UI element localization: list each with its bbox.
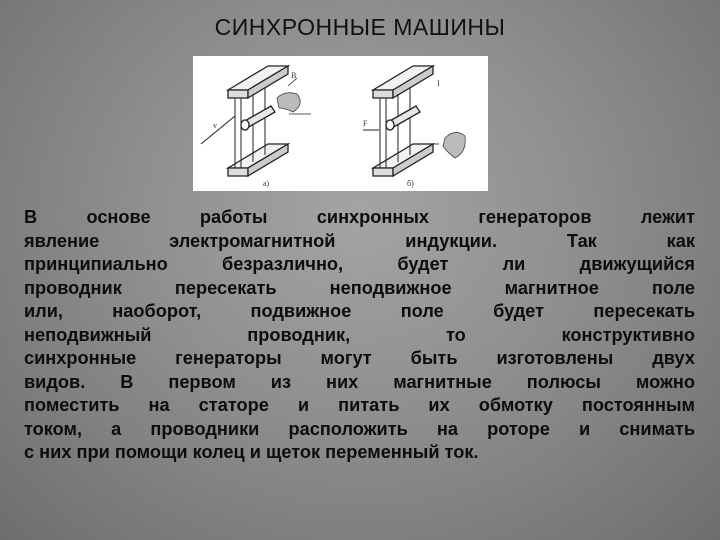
diagram-a-vector-B: B bbox=[291, 71, 297, 80]
body-text bbox=[24, 206, 695, 465]
generator-diagram bbox=[193, 56, 488, 191]
text-line: проводник пересекать неподвижное магнитное поле bbox=[24, 277, 695, 298]
diagram-b-conductor bbox=[386, 106, 420, 130]
diagram-b-top-pole bbox=[373, 66, 433, 98]
diagram-b-label: б) bbox=[407, 179, 414, 188]
text-line: принципиально безразлично, будет ли движущийся bbox=[24, 254, 695, 274]
text-line: или, наоборот, подвижное поле будет пересекать bbox=[24, 301, 695, 321]
diagram-a-top-pole bbox=[228, 66, 288, 98]
diagram-a-motion-arrow bbox=[201, 116, 235, 144]
diagram-b-bottom-pole bbox=[373, 144, 433, 176]
slide-title: СИНХРОННЫЕ МАШИНЫ bbox=[214, 14, 506, 40]
diagram-b-vector-I: I bbox=[437, 79, 440, 88]
diagram-a-label: а) bbox=[263, 179, 270, 188]
text-line: видов. В первом из них магнитные полюсы можно bbox=[24, 371, 695, 392]
diagram-a-hand bbox=[277, 93, 300, 112]
text-line: синхронные генераторы могут быть изготовлены двух bbox=[24, 348, 695, 368]
diagram-b-hand bbox=[443, 132, 465, 158]
text-line: током, а проводники расположить на роторе и снимать bbox=[24, 418, 695, 439]
text-line: явление электромагнитной индукции. Так как bbox=[24, 230, 695, 251]
text-line: с них при помощи колец и щеток переменный ток. bbox=[24, 442, 479, 462]
diagram-b-vector-F: F bbox=[363, 119, 368, 128]
diagram-a-conductor bbox=[241, 106, 275, 130]
text-line: неподвижный проводник, то конструктивно bbox=[24, 324, 695, 345]
diagram-a-vector-v: v bbox=[213, 121, 217, 130]
text-line: поместить на статоре и питать их обмотку постоянным bbox=[24, 395, 695, 415]
text-line: В основе работы синхронных генераторов лежит bbox=[24, 207, 695, 227]
diagram-a-bottom-pole bbox=[228, 144, 288, 176]
